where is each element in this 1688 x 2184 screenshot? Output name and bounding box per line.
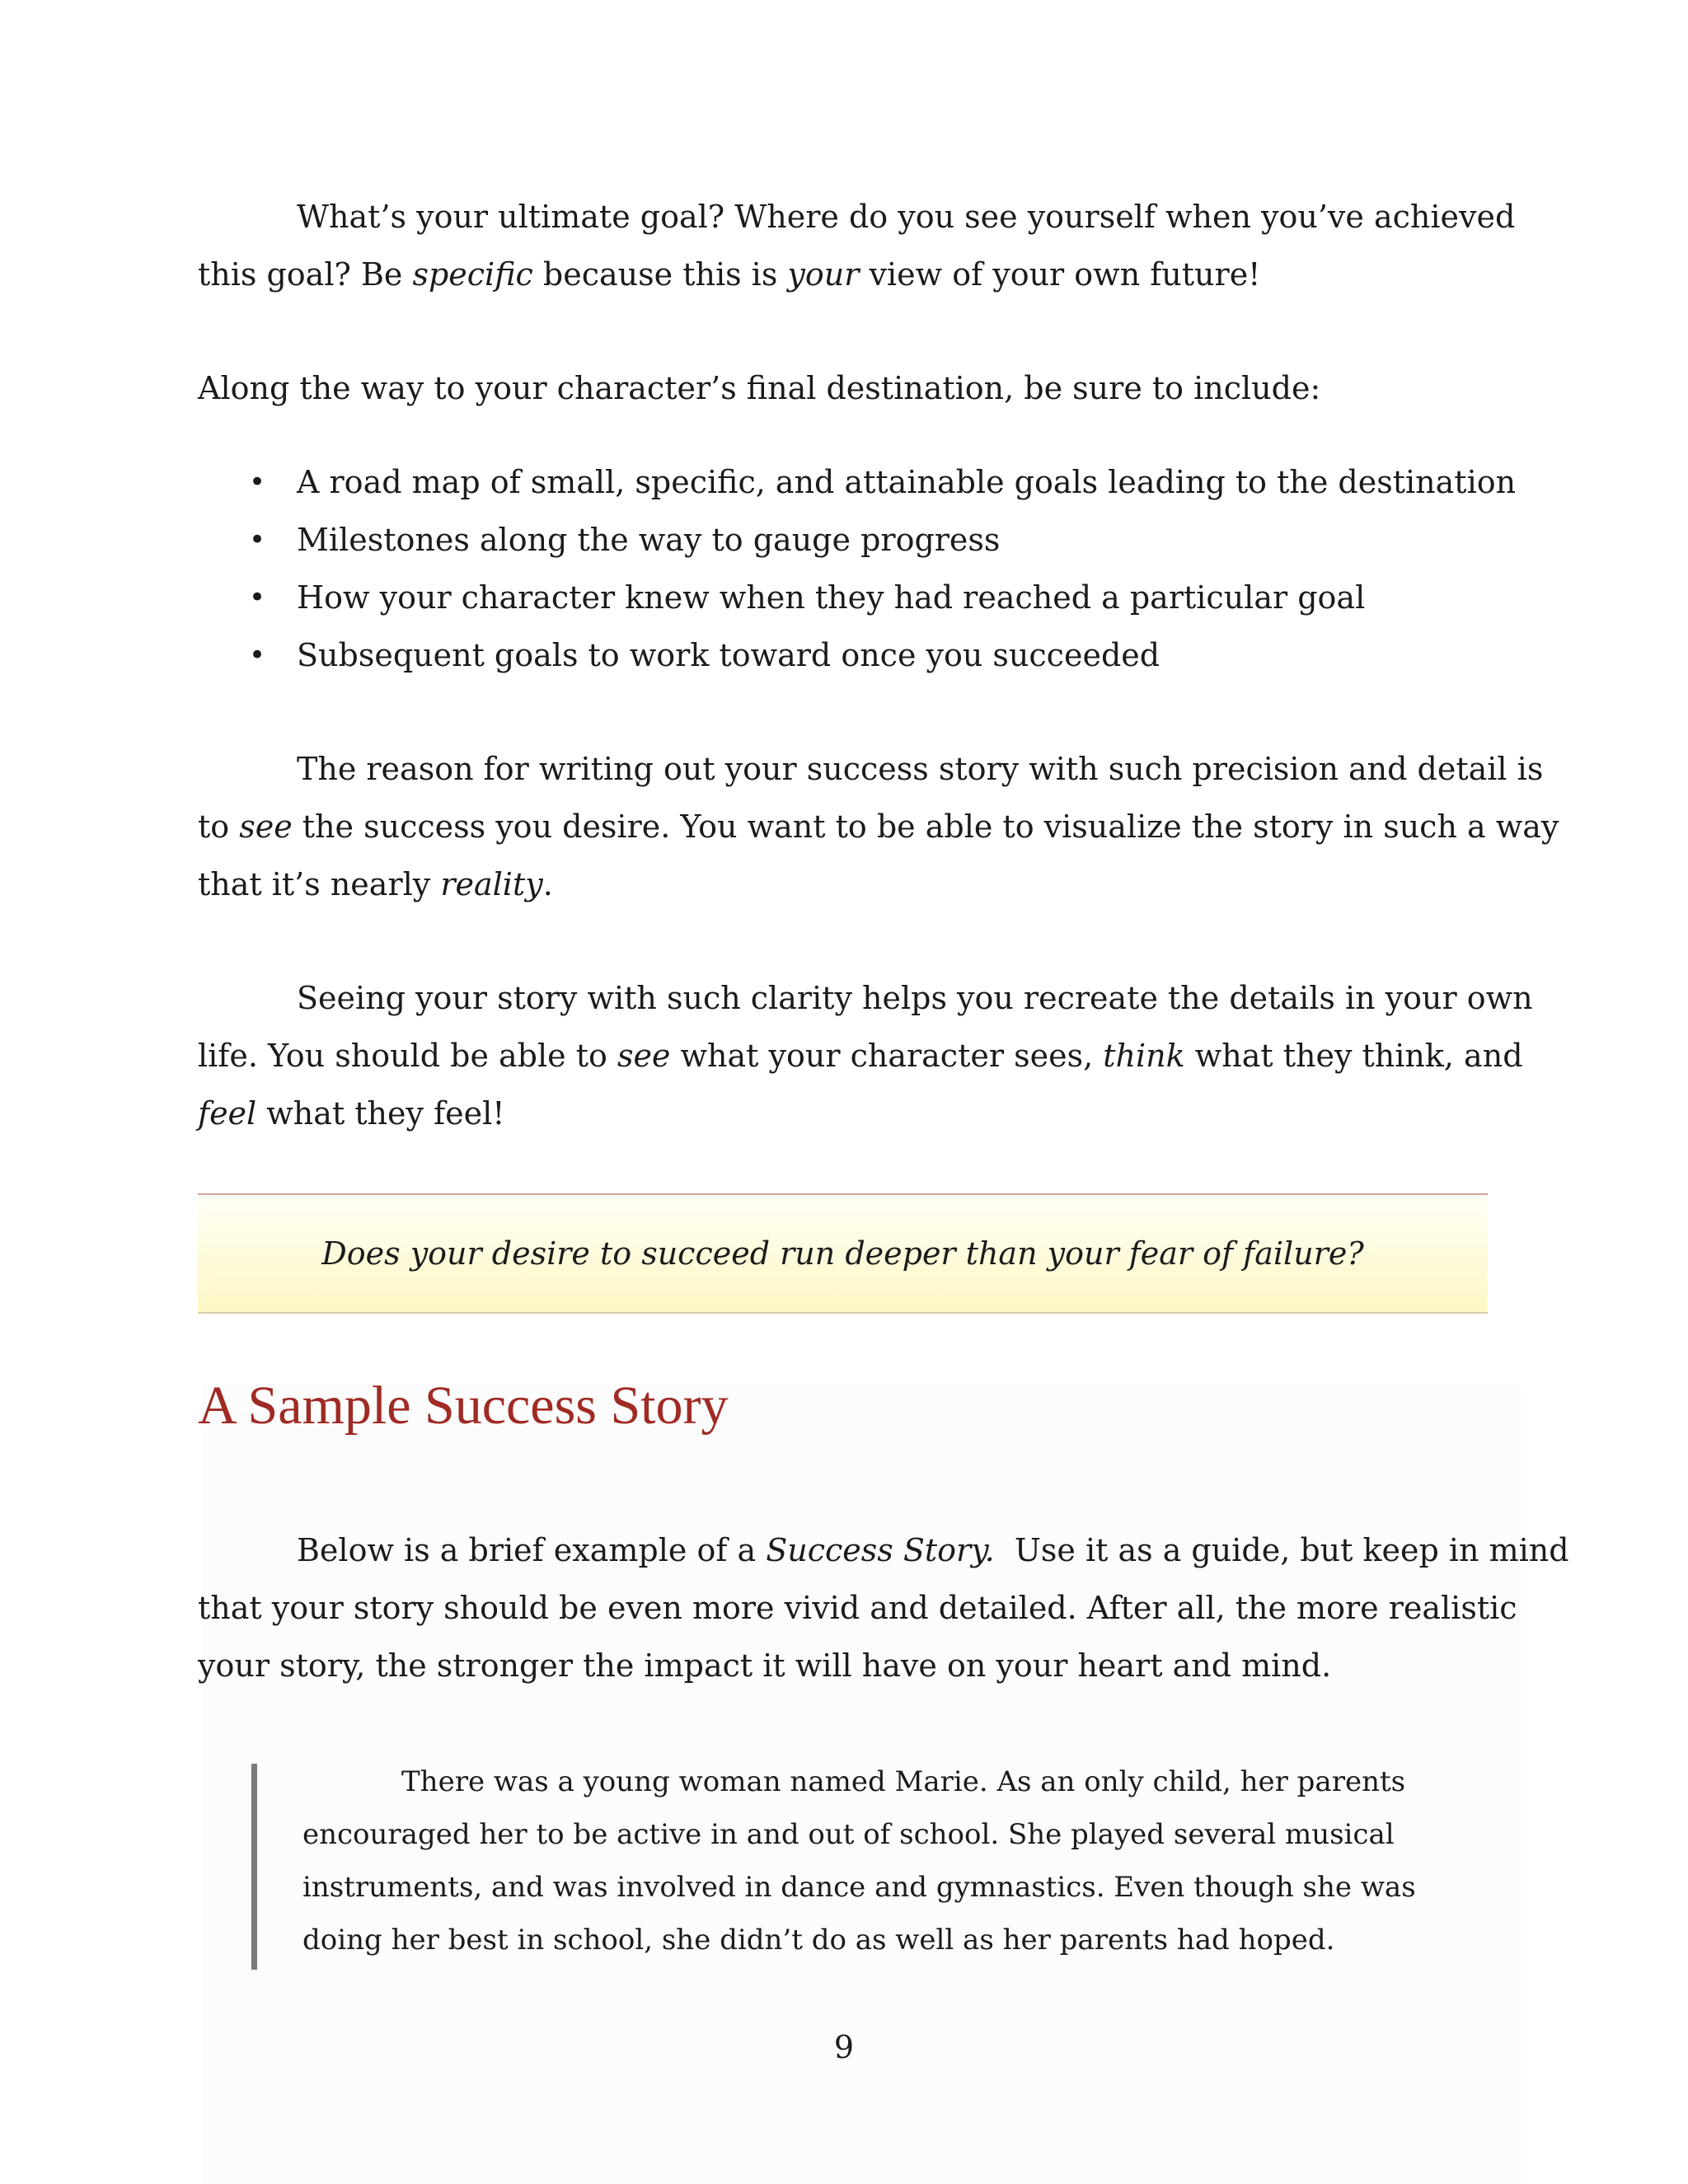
callout-box xyxy=(198,1193,1488,1314)
quote-text: There was a young woman named Marie. As an only child, her parents encouraged her to be active in and out of school. She played several musical instruments, and was involved in dance and gymnastics. Even though she was doing her best in school, she didn’t do as well as her parents had hoped. xyxy=(302,1765,1416,1957)
story-blockquote xyxy=(251,1764,1493,1970)
bullet-icon: • xyxy=(249,523,266,556)
reason-paragraph: The reason for writing out your success story with such precision and detail is to see the success you desire. You want to be able to visualize the story in such a way that it’s nearly reality. xyxy=(198,751,1559,902)
bullet-icon: • xyxy=(249,639,266,672)
along-paragraph: Along the way to your character’s final destination, be sure to include: xyxy=(198,370,1321,406)
page-number: 9 xyxy=(833,2029,855,2065)
list-item: • A road map of small, specific, and attainable goals leading to the destination xyxy=(198,453,1500,511)
list-item: • How your character knew when they had reached a particular goal xyxy=(198,569,1500,626)
section-heading: A Sample Success Story xyxy=(198,1376,729,1436)
below-paragraph: Below is a brief example of a Success Story. Use it as a guide, but keep in mind that your story should be even more vivid and detailed. After all, the more realistic your story, the stronger the impact it will have on your heart and mind. xyxy=(198,1532,1569,1684)
goal-list xyxy=(198,453,1517,684)
bullet-icon: • xyxy=(249,466,266,499)
seeing-paragraph: Seeing your story with such clarity helps you recreate the details in your own life. You should be able to see what your character sees, think what they think, and feel what they feel! xyxy=(198,980,1533,1132)
intro-paragraph: What’s your ultimate goal? Where do you see yourself when you’ve achieved this goal? Be specific because this is your view of your own future! xyxy=(198,199,1516,293)
list-item: • Milestones along the way to gauge progress xyxy=(198,511,1500,569)
callout-text: Does your desire to succeed run deeper than your fear of failure? xyxy=(321,1235,1364,1272)
list-item: • Subsequent goals to work toward once you succeeded xyxy=(198,626,1500,684)
bullet-icon: • xyxy=(249,581,266,614)
